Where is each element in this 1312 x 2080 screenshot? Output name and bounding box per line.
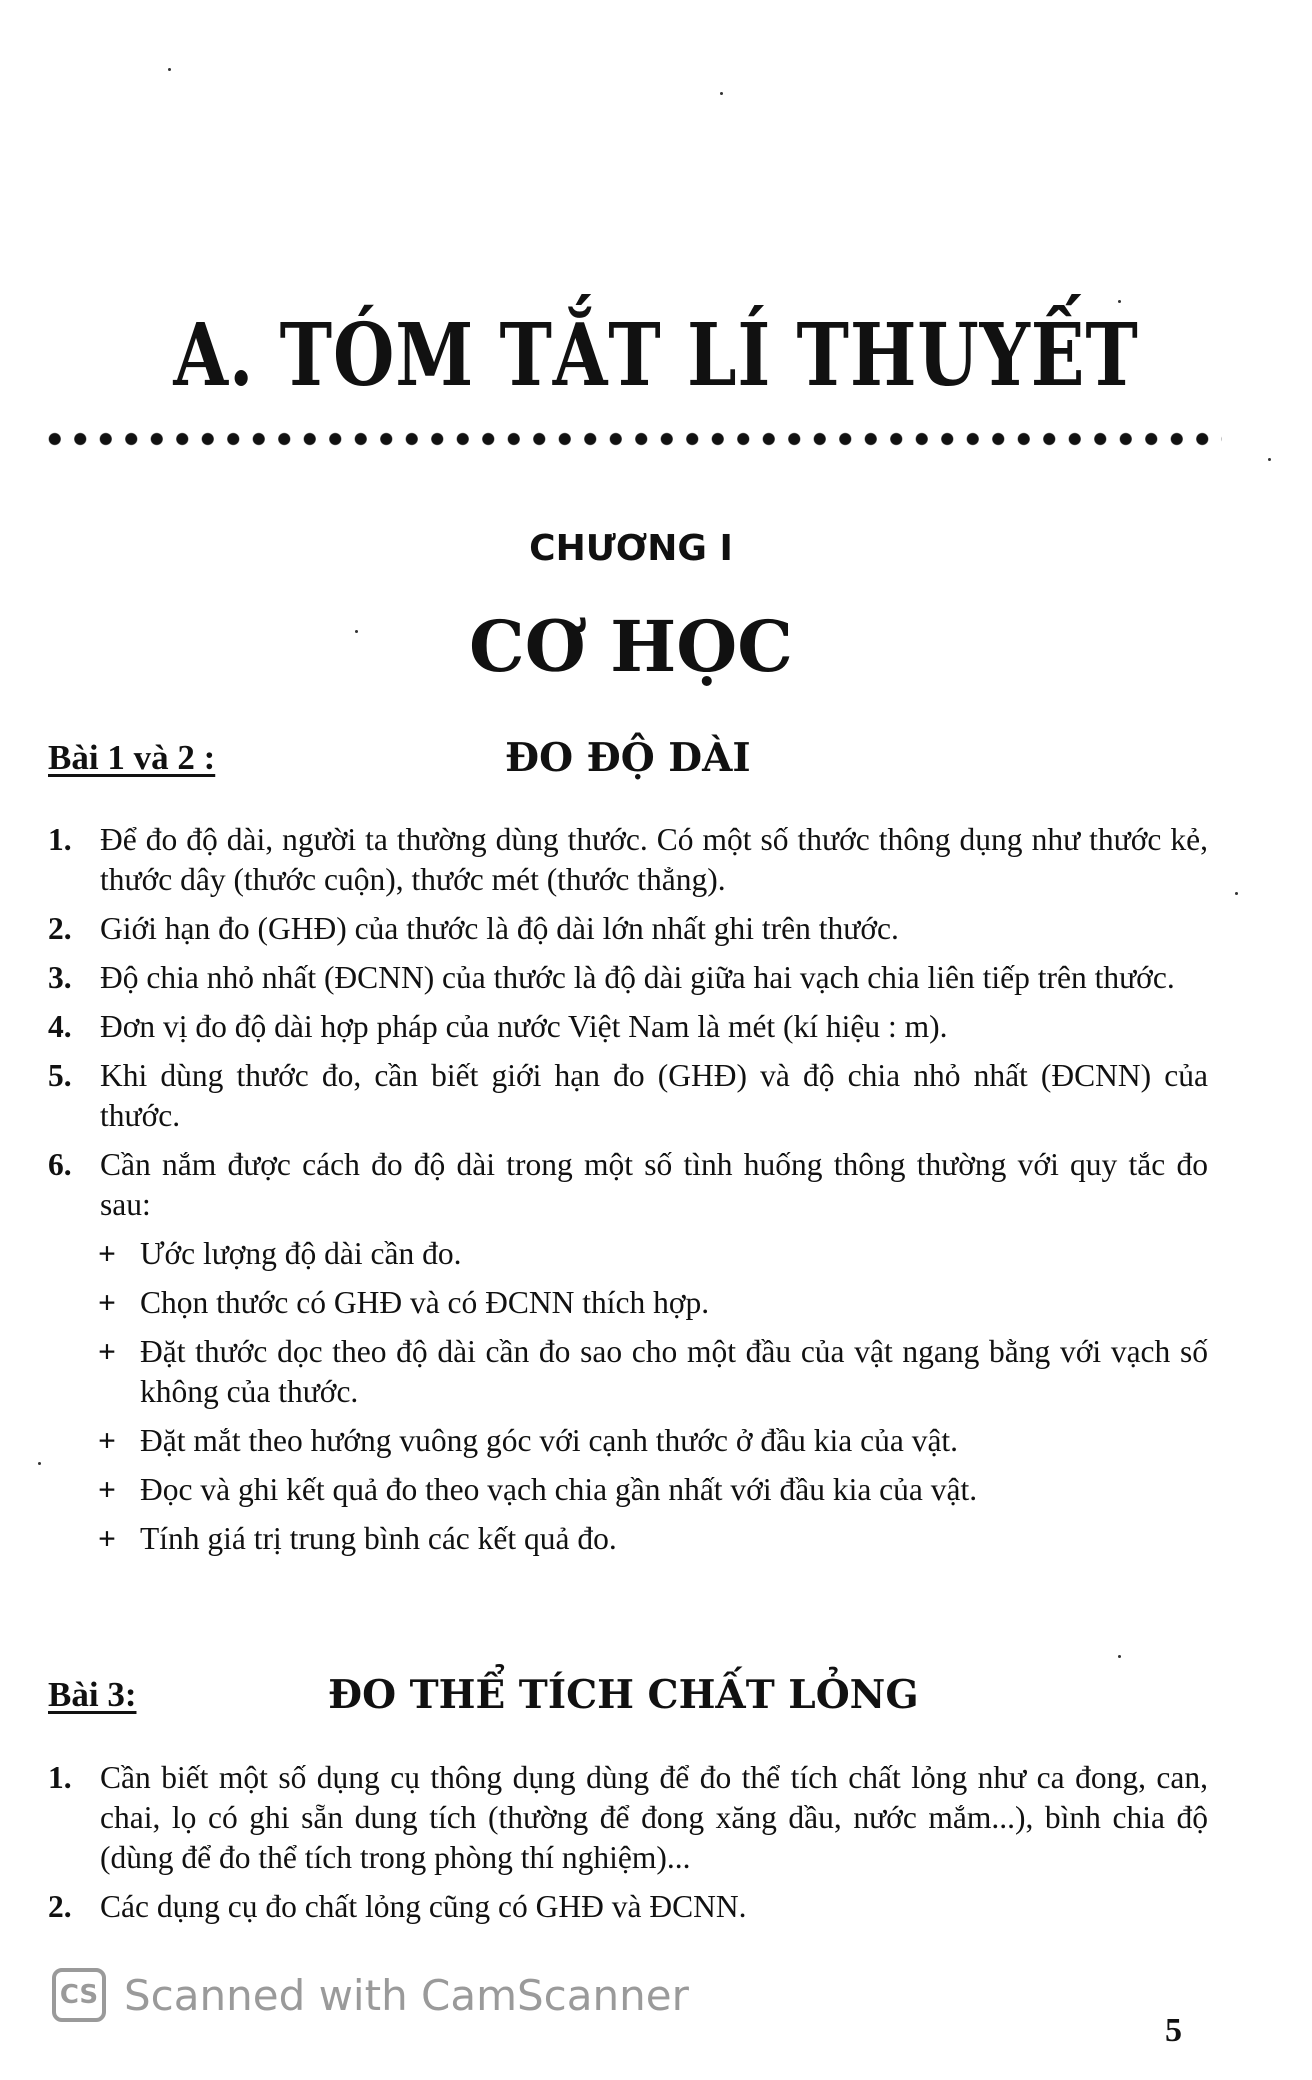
plus-bullet: + [98,1285,116,1320]
plus-bullet: + [98,1521,116,1556]
item-number: 6. [48,1147,72,1182]
list-item [48,820,1208,900]
scan-speck [720,92,723,95]
lesson-3-label: Bài 3: [48,1675,137,1714]
lesson-1-label: Bài 1 và 2 : [48,738,216,777]
list-item [48,1758,1208,1878]
item-number: 1. [48,822,72,857]
item-number: 2. [48,911,72,946]
item-text: Đơn vị đo độ dài hợp pháp của nước Việt Nam là mét (kí hiệu : m). [100,1009,948,1044]
scan-speck [1235,892,1238,895]
rule-text: Chọn thước có GHĐ và có ĐCNN thích hợp. [140,1285,710,1320]
scan-speck [1268,458,1271,461]
item-text: Để đo độ dài, người ta thường dùng thước. Có một số thước thông dụng như thước kẻ, thước dây (thước cuộn), thước mét (thước thẳng). [100,822,1208,897]
list-item [48,1056,1208,1136]
scan-speck [1118,1655,1121,1658]
list-item [48,1887,1208,1927]
item-text: Khi dùng thước đo, cần biết giới hạn đo (GHĐ) và độ chia nhỏ nhất (ĐCNN) của thước. [100,1058,1208,1133]
watermark-text: Scanned with CamScanner [124,1970,689,2020]
list-item [48,958,1208,998]
item-text: Cần biết một số dụng cụ thông dụng dùng để đo thể tích chất lỏng như ca đong, can, chai, lọ có ghi sẵn dung tích (thường để đong xăng dầu, nước mắm...), bình chia độ (dùng để đo thể tích trong phòng thí nghiệm)... [100,1760,1208,1875]
rule-text: Tính giá trị trung bình các kết quả đo. [140,1521,617,1556]
rule-item [98,1332,1208,1412]
lesson-3-title: ĐO THỂ TÍCH CHẤT LỎNG [328,1672,919,1718]
rule-text: Đọc và ghi kết quả đo theo vạch chia gần nhất với đầu kia của vật. [140,1472,978,1507]
rule-text: Đặt mắt theo hướng vuông góc với cạnh thước ở đầu kia của vật. [140,1423,959,1458]
item-text: Các dụng cụ đo chất lỏng cũng có GHĐ và ĐCNN. [100,1889,747,1924]
rule-item [98,1470,1208,1510]
item-number: 2. [48,1889,72,1924]
item-text: Cần nắm được cách đo độ dài trong một số tình huống thông thường với quy tắc đo sau: [100,1147,1208,1222]
lesson-3-content [48,1758,1208,1936]
scan-speck [1118,300,1121,303]
dotted-divider [42,430,1222,448]
rule-text: Đặt thước dọc theo độ dài cần đo sao cho một đầu của vật ngang bằng với vạch số không của thước. [140,1334,1208,1409]
lesson-1-content [48,820,1208,1568]
plus-bullet: + [98,1472,116,1507]
page-number: 5 [1165,2012,1182,2049]
plus-bullet: + [98,1423,116,1458]
page-title: A. TÓM TẮT LÍ THUYẾT [173,305,1139,406]
chapter-label: CHƯƠNG I [529,528,733,569]
scan-speck [355,630,358,633]
item-text: Giới hạn đo (GHĐ) của thước là độ dài lớn nhất ghi trên thước. [100,911,899,946]
rule-item [98,1519,1208,1559]
rule-item [98,1234,1208,1274]
item-text: Độ chia nhỏ nhất (ĐCNN) của thước là độ dài giữa hai vạch chia liên tiếp trên thước. [100,960,1175,995]
scan-speck [38,1462,41,1465]
item-number: 4. [48,1009,72,1044]
list-item [48,1145,1208,1225]
item-number: 5. [48,1058,72,1093]
lesson-1-title: ĐO ĐỘ DÀI [505,735,751,781]
plus-bullet: + [98,1334,116,1369]
camscanner-watermark [52,1968,689,2022]
scan-speck [168,68,171,71]
chapter-title: CƠ HỌC [469,605,793,688]
list-item [48,1007,1208,1047]
camscanner-logo-icon: CS [52,1968,106,2022]
item-number: 1. [48,1760,72,1795]
rule-item [98,1421,1208,1461]
rule-text: Ước lượng độ dài cần đo. [140,1236,462,1271]
item-number: 3. [48,960,72,995]
rule-item [98,1283,1208,1323]
list-item [48,909,1208,949]
plus-bullet: + [98,1236,116,1271]
